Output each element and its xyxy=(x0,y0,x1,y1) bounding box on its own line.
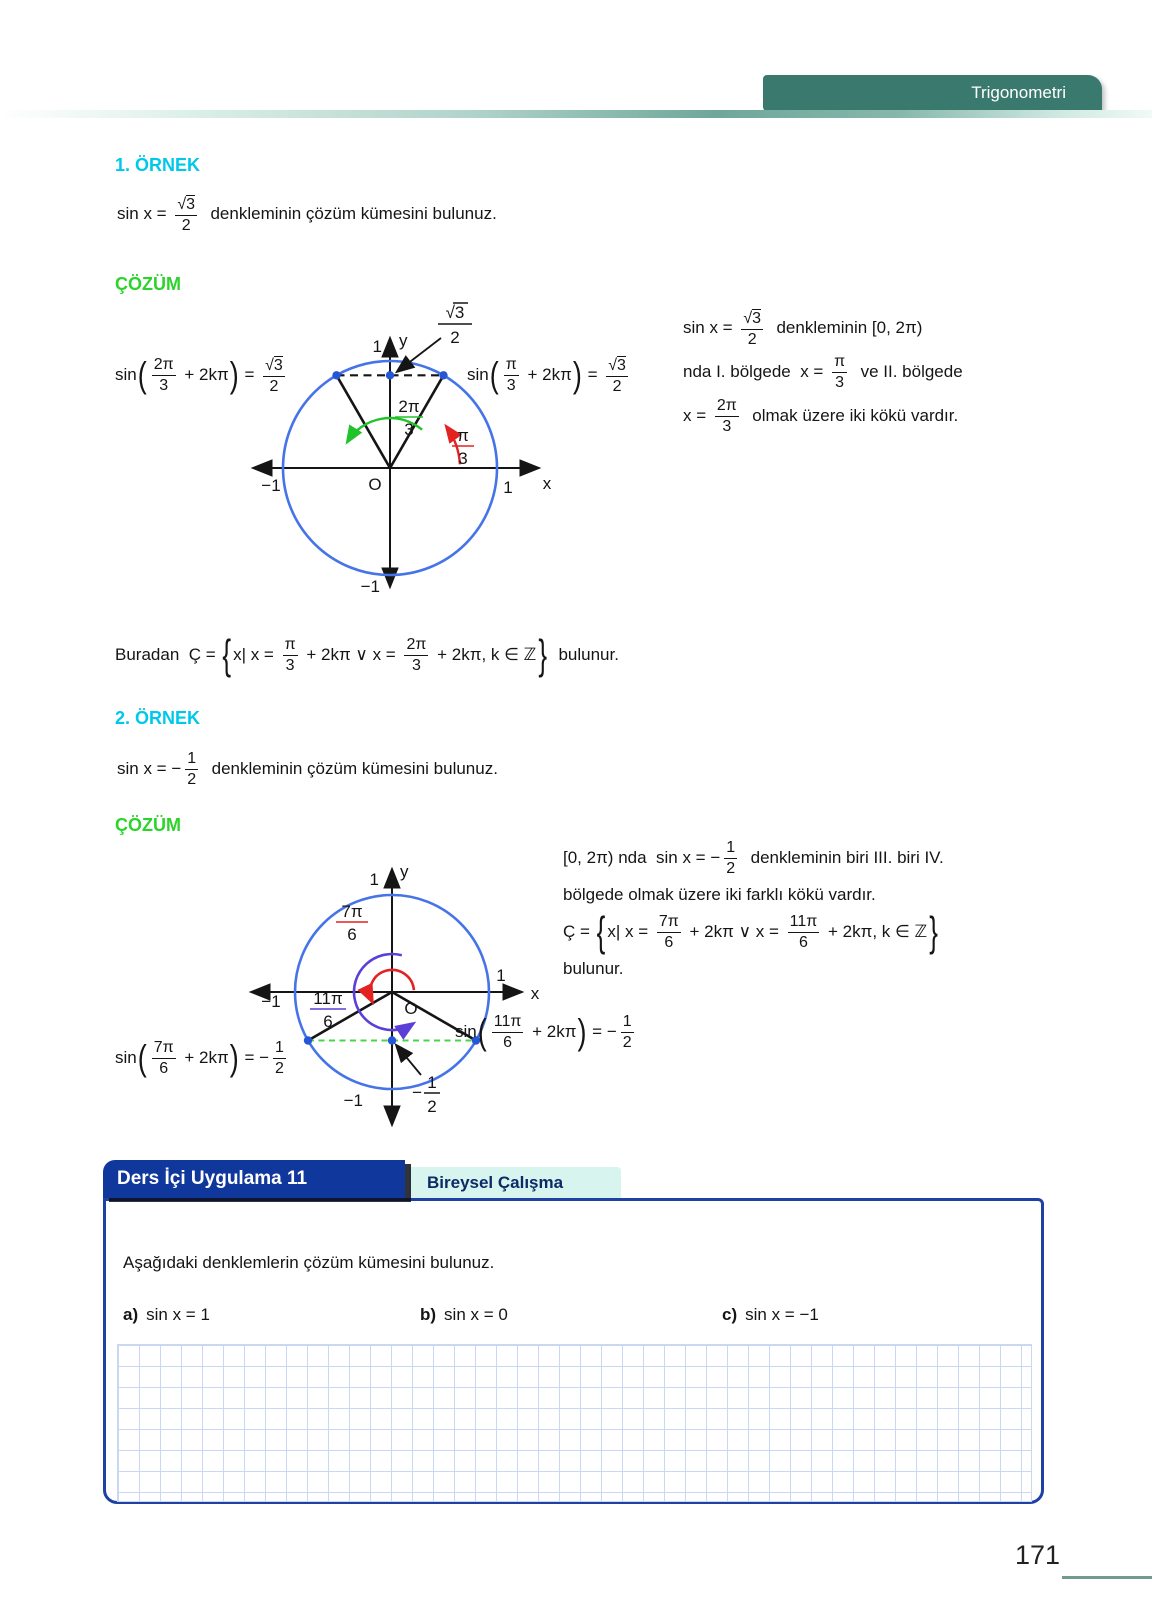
red-angle-den: 6 xyxy=(347,925,357,944)
tick-one-top: 1 xyxy=(369,870,379,889)
example1-statement: sin x = √ 3 2 denkleminin çözüm kümesini bulunuz. xyxy=(117,195,497,234)
page-number: 171 xyxy=(1014,1540,1060,1570)
example2-title: 2. ÖRNEK xyxy=(115,708,201,728)
value-label-den: 2 xyxy=(450,328,460,347)
origin-label: O xyxy=(404,999,418,1018)
tick-minus-one-left: −1 xyxy=(261,992,281,1011)
green-angle-den: 3 xyxy=(404,420,414,439)
tick-minus-one-bottom: −1 xyxy=(360,577,380,596)
example1-left-equation: sin ( $\frac{2\pi}{3}$ + 2kπ ) = √ 3 2 xyxy=(115,354,283,395)
value-label-num: 1 xyxy=(427,1073,437,1092)
example1-note xyxy=(683,306,963,438)
note-line: Ç = { x| x = $\frac{7\pi}{6}$ + 2kπ ∨ x = $\frac{11\pi}{6}$ + 2kπ, k ∈ ℤ } xyxy=(563,907,938,956)
note-line: x = $\frac{2\pi}{3}$ olmak üzere iki kökü vardır. xyxy=(683,396,959,435)
red-angle-den: 3 xyxy=(458,449,468,468)
note-line: sin x = √ 3 2 denkleminin [0, 2π) xyxy=(683,309,923,348)
value-label-den: 2 xyxy=(427,1097,437,1116)
point-y-value xyxy=(386,371,394,379)
item-label: a) xyxy=(123,1305,139,1324)
practice-title: Ders İçi Uygulama 11 xyxy=(117,1168,308,1189)
practice-item-c xyxy=(722,1305,819,1325)
radius-120deg xyxy=(337,375,391,468)
chapter-tab xyxy=(763,75,1102,111)
tick-minus-one-left: −1 xyxy=(261,476,281,495)
origin-label: O xyxy=(368,475,382,494)
y-axis-label: y xyxy=(399,331,408,350)
example2-statement: sin x = − $\frac{1}{2}$ denkleminin çözüm kümesini bulunuz. xyxy=(117,749,498,788)
x-axis-label: x xyxy=(542,474,552,493)
header-stripe-decoration xyxy=(0,110,1152,118)
point-210deg xyxy=(304,1036,312,1044)
green-angle-num: 2π xyxy=(398,397,420,416)
practice-mode-tab xyxy=(409,1167,621,1198)
page-number-underline xyxy=(1062,1576,1152,1579)
practice-instruction: Aşağıdaki denklemlerin çözüm kümesini bulunuz. xyxy=(123,1253,495,1272)
item-label: b) xyxy=(420,1305,437,1324)
radius-60deg xyxy=(390,375,444,468)
value-label-num: √3 xyxy=(445,303,465,322)
tick-minus-one-bottom: −1 xyxy=(343,1091,363,1110)
note-line: bulunur. xyxy=(563,959,624,978)
example1-title: 1. ÖRNEK xyxy=(115,155,201,175)
note-line: nda I. bölgede x = $\frac{\pi}{3}$ ve II. bölgede xyxy=(683,352,963,391)
example2-left-equation: sin ( $\frac{7\pi}{6}$ + 2kπ ) = − $\frac{1}{2}$ xyxy=(115,1037,284,1078)
note-line: [0, 2π) nda sin x = − $\frac{1}{2}$ denkleminin biri III. biri IV. xyxy=(563,838,944,877)
point-60deg xyxy=(439,371,447,379)
item-equation: sin x = 0 xyxy=(444,1305,508,1324)
tick-one-right: 1 xyxy=(503,478,513,497)
example2-right-equation: sin ( $\frac{11\pi}{6}$ + 2kπ ) = − $\frac{1}{2}$ xyxy=(455,1011,632,1052)
example2-solution-title: ÇÖZÜM xyxy=(115,815,181,835)
y-axis-label: y xyxy=(400,862,409,881)
example2-note xyxy=(563,836,944,984)
x-axis-label: x xyxy=(530,984,540,1003)
example1-conclusion: Buradan Ç = { x| x = $\frac{\pi}{3}$ + 2kπ ∨ x = $\frac{2\pi}{3}$ + 2kπ, k ∈ ℤ } bulunur. xyxy=(115,630,619,679)
tick-one-top: 1 xyxy=(372,337,382,356)
unit-circle-diagram-1 xyxy=(225,288,675,600)
item-equation: sin x = −1 xyxy=(745,1305,819,1324)
example1-solution-title: ÇÖZÜM xyxy=(115,274,181,294)
point-y-value xyxy=(388,1036,396,1044)
item-label: c) xyxy=(722,1305,738,1324)
red-angle-num: 7π xyxy=(341,902,363,921)
example1-right-equation: sin ( $\frac{\pi}{3}$ + 2kπ ) = √ 3 2 xyxy=(467,354,626,395)
answer-grid xyxy=(117,1344,1032,1502)
purple-angle-den: 6 xyxy=(323,1012,333,1031)
value-pointer-arrow xyxy=(397,1046,421,1075)
chapter-label: Trigonometri xyxy=(971,83,1066,102)
red-angle-num: π xyxy=(457,426,469,445)
practice-mode-label: Bireysel Çalışma xyxy=(427,1172,564,1192)
item-equation: sin x = 1 xyxy=(146,1305,210,1324)
practice-item-b xyxy=(420,1305,508,1325)
practice-item-a xyxy=(123,1305,210,1325)
note-line: bölgede olmak üzere iki farklı kökü vardır. xyxy=(563,885,876,904)
purple-angle-num: 11π xyxy=(313,989,343,1008)
point-120deg xyxy=(332,371,340,379)
value-minus-sign: − xyxy=(412,1083,422,1102)
practice-title-tab xyxy=(103,1160,405,1198)
tick-one-right: 1 xyxy=(496,966,506,985)
